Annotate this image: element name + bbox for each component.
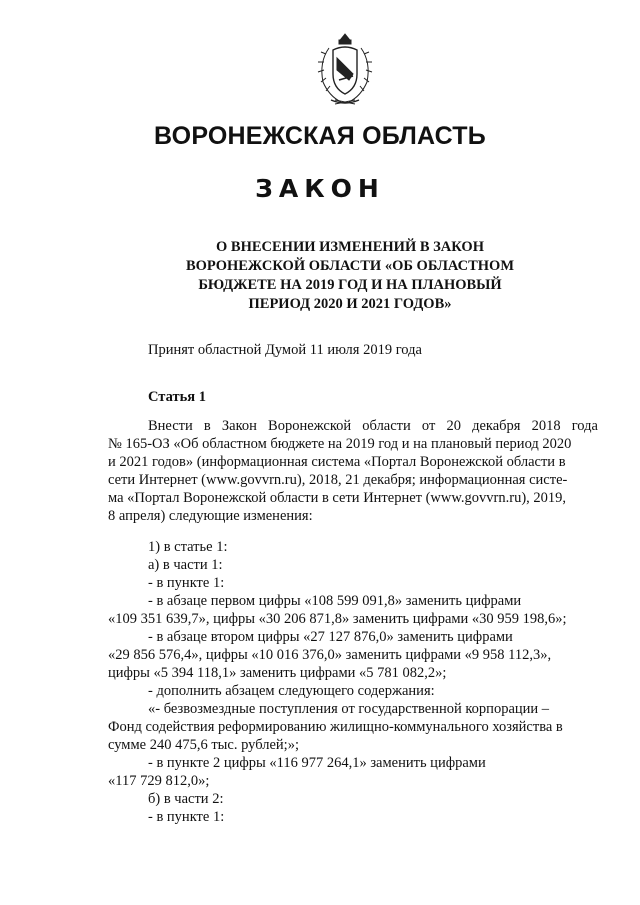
amendment-line: цифры «5 394 118,1» заменить цифрами «5 781 082,2»; xyxy=(108,665,447,681)
law-title-line: БЮДЖЕТЕ НА 2019 ГОД И НА ПЛАНОВЫЙ xyxy=(198,277,502,293)
amendment-line: сумме 240 475,6 тыс. рублей;»; xyxy=(108,737,299,753)
adoption-date: Принят областной Думой 11 июля 2019 года xyxy=(148,342,422,358)
amendment-line: - в пункте 1: xyxy=(148,575,225,591)
amendment-line: - в пункте 1: xyxy=(148,809,225,825)
amendment-line: - в пункте 2 цифры «116 977 264,1» заменить цифрами xyxy=(148,755,486,771)
amendment-line: «29 856 576,4», цифры «10 016 376,0» заменить цифрами «9 958 112,3», xyxy=(108,647,552,663)
amendment-line: «109 351 639,7», цифры «30 206 871,8» заменить цифрами «30 959 198,6»; xyxy=(108,611,567,627)
law-title xyxy=(150,238,550,314)
intro-line-justified: Внести в Закон Воронежской области от 20 декабря 2018 года xyxy=(148,418,598,434)
amendment-line: - дополнить абзацем следующего содержания: xyxy=(148,683,435,699)
law-title-line: ВОРОНЕЖСКОЙ ОБЛАСТИ «ОБ ОБЛАСТНОМ xyxy=(185,258,515,274)
intro-line: и 2021 годов» (информационная система «Портал Воронежской области в xyxy=(108,454,566,470)
article-heading: Статья 1 xyxy=(148,389,206,405)
intro-line: 8 апреля) следующие изменения: xyxy=(108,508,313,524)
amendment-line: «117 729 812,0»; xyxy=(108,773,210,789)
region-name: ВОРОНЕЖСКАЯ ОБЛАСТЬ xyxy=(154,122,486,150)
amendment-line: Фонд содействия реформированию жилищно-коммунального хозяйства в xyxy=(108,719,563,735)
amendment-line: «- безвозмездные поступления от государственной корпорации – xyxy=(148,701,550,717)
intro-line: ма «Портал Воронежской области в сети Интернет (www.govvrn.ru), 2019, xyxy=(108,490,567,506)
coat-of-arms-icon xyxy=(309,30,381,110)
intro-line: № 165-ОЗ «Об областном бюджете на 2019 год и на плановый период 2020 xyxy=(108,436,572,452)
amendment-line: - в абзаце втором цифры «27 127 876,0» заменить цифрами xyxy=(148,629,513,645)
intro-line: сети Интернет (www.govvrn.ru), 2018, 21 декабря; информационная систе- xyxy=(108,472,568,488)
amendment-line: б) в части 2: xyxy=(148,791,224,807)
amendment-line: а) в части 1: xyxy=(148,557,223,573)
law-title-line: О ВНЕСЕНИИ ИЗМЕНЕНИЙ В ЗАКОН xyxy=(216,239,484,255)
document-type: ЗАКОН xyxy=(255,174,385,203)
amendment-line: 1) в статье 1: xyxy=(148,539,228,555)
amendment-line: - в абзаце первом цифры «108 599 091,8» заменить цифрами xyxy=(148,593,522,609)
law-title-line: ПЕРИОД 2020 И 2021 ГОДОВ» xyxy=(248,296,452,312)
